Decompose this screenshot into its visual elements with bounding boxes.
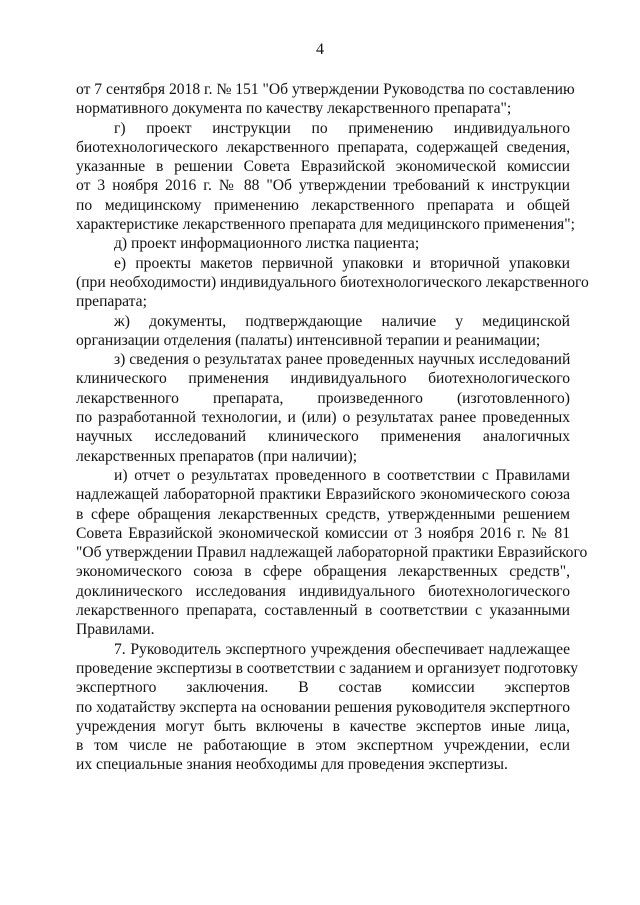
paragraph-item-e [76,254,589,312]
text-line: Правилами. [76,621,155,639]
text-line: проведение экспертизы в соответствии с заданием и организует подготовку [76,659,579,677]
text-line: учреждения могут быть включены в качестве экспертов иные лица, [76,717,570,735]
text-line: лекарственного препарата, составленный в соответствии с указанными [76,602,570,620]
paragraph-item-7 [76,640,579,775]
text-line: ж) документы, подтверждающие наличие у медицинской [114,312,570,330]
text-line: препарата; [76,293,147,311]
page-number: 4 [316,41,324,58]
text-line: лекарственного препарата, произведенного (изготовленного) [76,389,570,407]
text-line: от 3 ноября 2016 г. № 88 "Об утверждении требований к инструкции [76,177,570,195]
text-line: в сфере обращения лекарственных средств, утвержденными решением [76,505,570,523]
text-line: по ходатайству эксперта на основании решения руководителя экспертного [76,698,570,716]
text-line: нормативного документа по качеству лекарственного препарата"; [76,100,512,118]
text-line: биотехнологического лекарственного препарата, содержащей сведения, [76,138,570,156]
text-line: Совета Евразийской экономической комиссии от 3 ноября 2016 г. № 81 [76,524,570,542]
text-line: лекарственных препаратов (при наличии); [76,447,358,465]
text-line: д) проект информационного листка пациента; [114,235,420,253]
paragraph-item-z [76,350,570,466]
text-line: экономического союза в сфере обращения лекарственных средств", [76,563,570,581]
text-line: научных исследований клинического применения аналогичных [76,428,570,446]
text-line: доклинического исследования индивидуального биотехнологического [76,582,570,600]
text-line: "Об утверждении Правил надлежащей лабораторной практики Евразийского [76,544,588,562]
text-line: надлежащей лабораторной практики Евразийского экономического союза [76,486,570,504]
paragraph-item-zh [76,312,570,351]
text-line: г) проект инструкции по применению индивидуального [114,119,570,137]
paragraph-item-i [76,466,588,640]
text-line: в том числе не работающие в этом экспертном учреждении, если [76,737,570,755]
text-line: экспертного заключения. В состав комиссии экспертов [76,679,570,697]
text-line: 7. Руководитель экспертного учреждения обеспечивает надлежащее [114,640,570,658]
text-line: организации отделения (палаты) интенсивной терапии и реанимации; [76,331,541,349]
document-body [76,80,589,775]
text-line: (при необходимости) индивидуального биотехнологического лекарственного [76,273,589,291]
paragraph-cont [76,80,575,119]
text-line: от 7 сентября 2018 г. № 151 "Об утверждении Руководства по составлению [76,81,575,98]
text-line: е) проекты макетов первичной упаковки и вторичной упаковки [114,254,570,272]
paragraph-item-d [76,234,570,253]
text-line: характеристике лекарственного препарата для медицинского применения"; [76,216,575,234]
paragraph-item-g [76,119,575,235]
text-line: по медицинскому применению лекарственного препарата и общей [76,196,570,214]
text-line: указанные в решении Совета Евразийской экономической комиссии [76,158,570,176]
text-line: по разработанной технологии, и (или) о результатах ранее проведенных [76,409,570,427]
text-line: клинического применения индивидуального биотехнологического [76,370,570,388]
text-line: з) сведения о результатах ранее проведенных научных исследований [114,351,571,369]
text-line: и) отчет о результатах проведенного в соответствии с Правилами [114,466,570,484]
text-line: их специальные знания необходимы для проведения экспертизы. [76,756,508,774]
